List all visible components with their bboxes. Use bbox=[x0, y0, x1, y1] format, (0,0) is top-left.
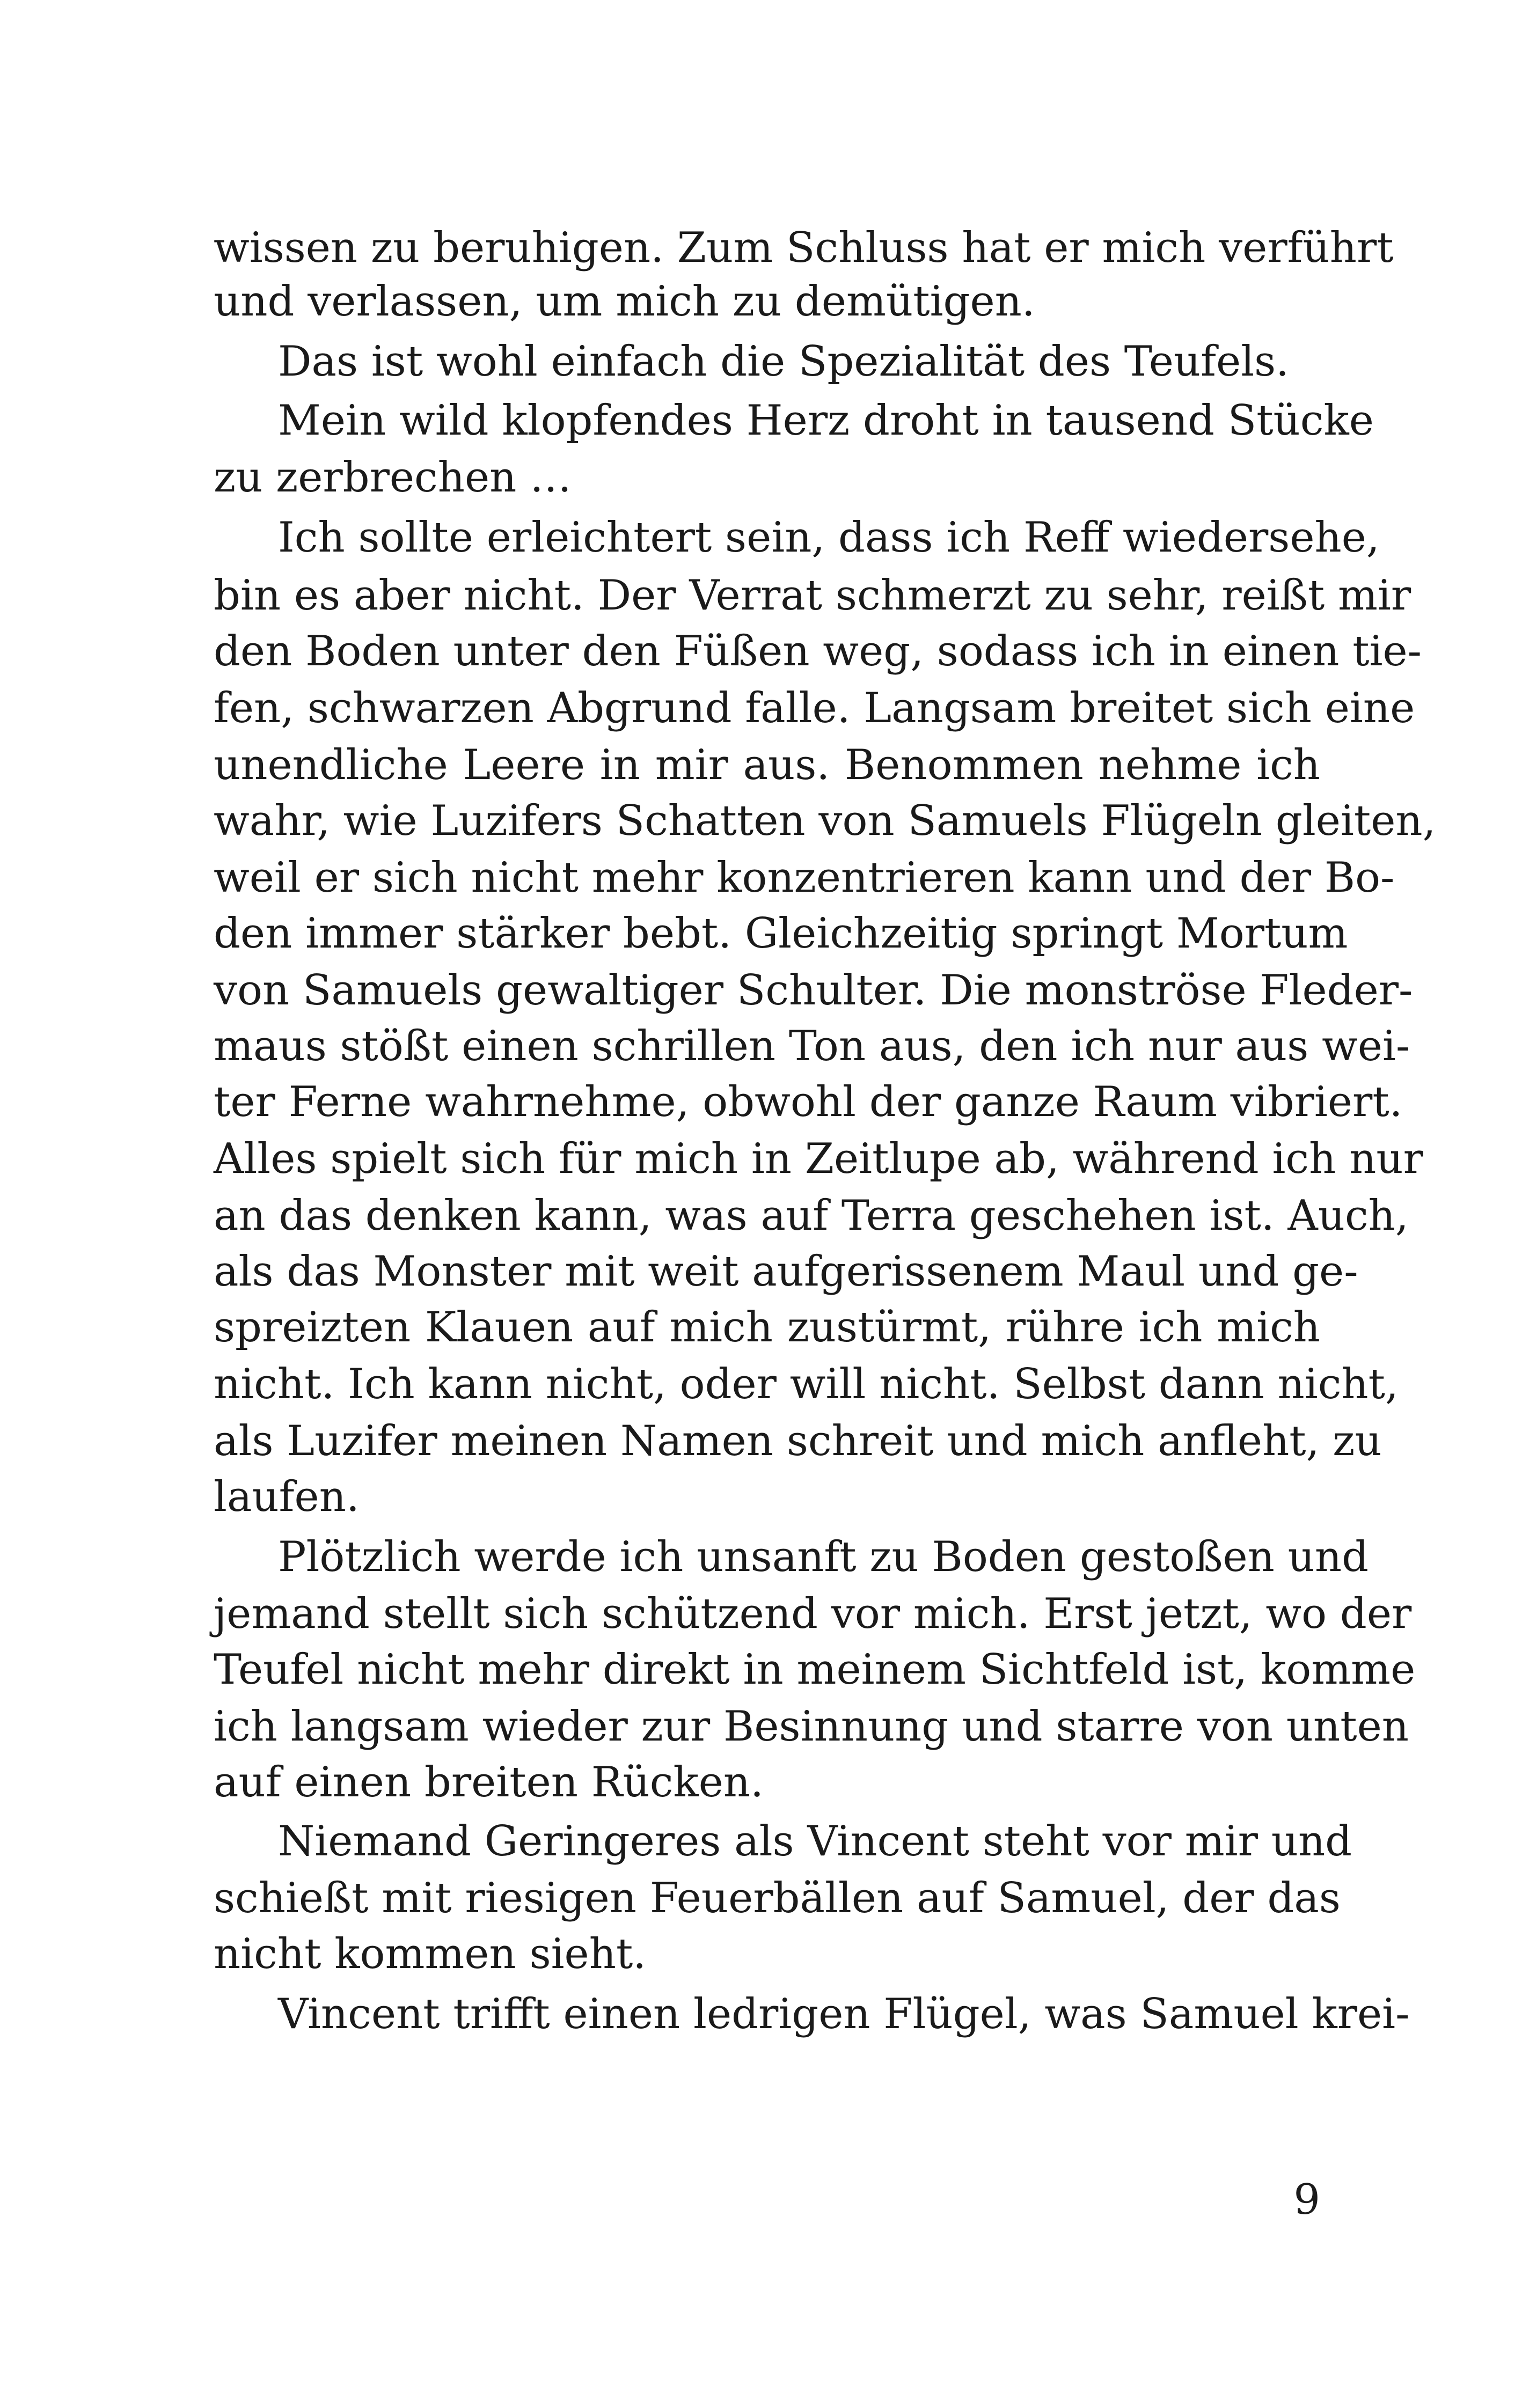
page-number: 9 bbox=[1293, 2176, 1320, 2224]
text-line: Mein wild klopfendes Herz droht in tausend Stücke bbox=[278, 397, 1374, 445]
text-line: auf einen breiten Rücken. bbox=[214, 1758, 764, 1807]
text-line: wahr, wie Luzifers Schatten von Samuels Flügeln gleiten, bbox=[214, 797, 1436, 845]
text-line: ich langsam wieder zur Besinnung und starre von unten bbox=[214, 1702, 1409, 1751]
text-line: den Boden unter den Füßen weg, sodass ich in einen tie- bbox=[214, 627, 1422, 676]
text-line: wissen zu beruhigen. Zum Schluss hat er mich verführt bbox=[214, 224, 1394, 272]
text-line: Vincent trifft einen ledrigen Flügel, was Samuel krei- bbox=[278, 1990, 1410, 2038]
text-line: von Samuels gewaltiger Schulter. Die monströse Fleder- bbox=[214, 966, 1413, 1015]
text-line: weil er sich nicht mehr konzentrieren kann und der Bo- bbox=[214, 854, 1395, 902]
text-line: maus stößt einen schrillen Ton aus, den ich nur aus wei- bbox=[214, 1022, 1410, 1070]
text-line: an das denken kann, was auf Terra geschehen ist. Auch, bbox=[214, 1192, 1409, 1240]
text-line: Teufel nicht mehr direkt in meinem Sichtfeld ist, komme bbox=[214, 1646, 1416, 1694]
text-line: Alles spielt sich für mich in Zeitlupe ab, während ich nur bbox=[214, 1135, 1423, 1183]
text-line: nicht. Ich kann nicht, oder will nicht. Selbst dann nicht, bbox=[214, 1360, 1399, 1408]
text-line: bin es aber nicht. Der Verrat schmerzt zu sehr, reißt mir bbox=[214, 571, 1411, 620]
text-line: und verlassen, um mich zu demütigen. bbox=[214, 277, 1035, 326]
text-line: nicht kommen sieht. bbox=[214, 1930, 647, 1978]
text-line: Das ist wohl einfach die Spezialität des Teufels. bbox=[278, 337, 1289, 386]
text-line: Niemand Geringeres als Vincent steht vor mir und bbox=[278, 1817, 1352, 1866]
text-line: als das Monster mit weit aufgerissenem Maul und ge- bbox=[214, 1247, 1358, 1296]
text-line: schießt mit riesigen Feuerbällen auf Samuel, der das bbox=[214, 1874, 1341, 1922]
text-line: ter Ferne wahrnehme, obwohl der ganze Raum vibriert. bbox=[214, 1078, 1403, 1126]
text-line: unendliche Leere in mir aus. Benommen nehme ich bbox=[214, 741, 1320, 789]
text-line: spreizten Klauen auf mich zustürmt, rühre ich mich bbox=[214, 1303, 1320, 1352]
text-line: fen, schwarzen Abgrund falle. Langsam breitet sich eine bbox=[214, 684, 1415, 732]
text-line: laufen. bbox=[214, 1473, 360, 1521]
text-line: Ich sollte erleichtert sein, dass ich Reff wiedersehe, bbox=[278, 513, 1380, 562]
text-line: als Luzifer meinen Namen schreit und mich anfleht, zu bbox=[214, 1417, 1382, 1465]
text-line: zu zerbrechen … bbox=[214, 453, 572, 502]
text-line: jemand stellt sich schützend vor mich. Erst jetzt, wo der bbox=[214, 1590, 1412, 1638]
text-line: Plötzlich werde ich unsanft zu Boden gestoßen und bbox=[278, 1533, 1369, 1581]
text-line: den immer stärker bebt. Gleichzeitig springt Mortum bbox=[214, 909, 1348, 958]
